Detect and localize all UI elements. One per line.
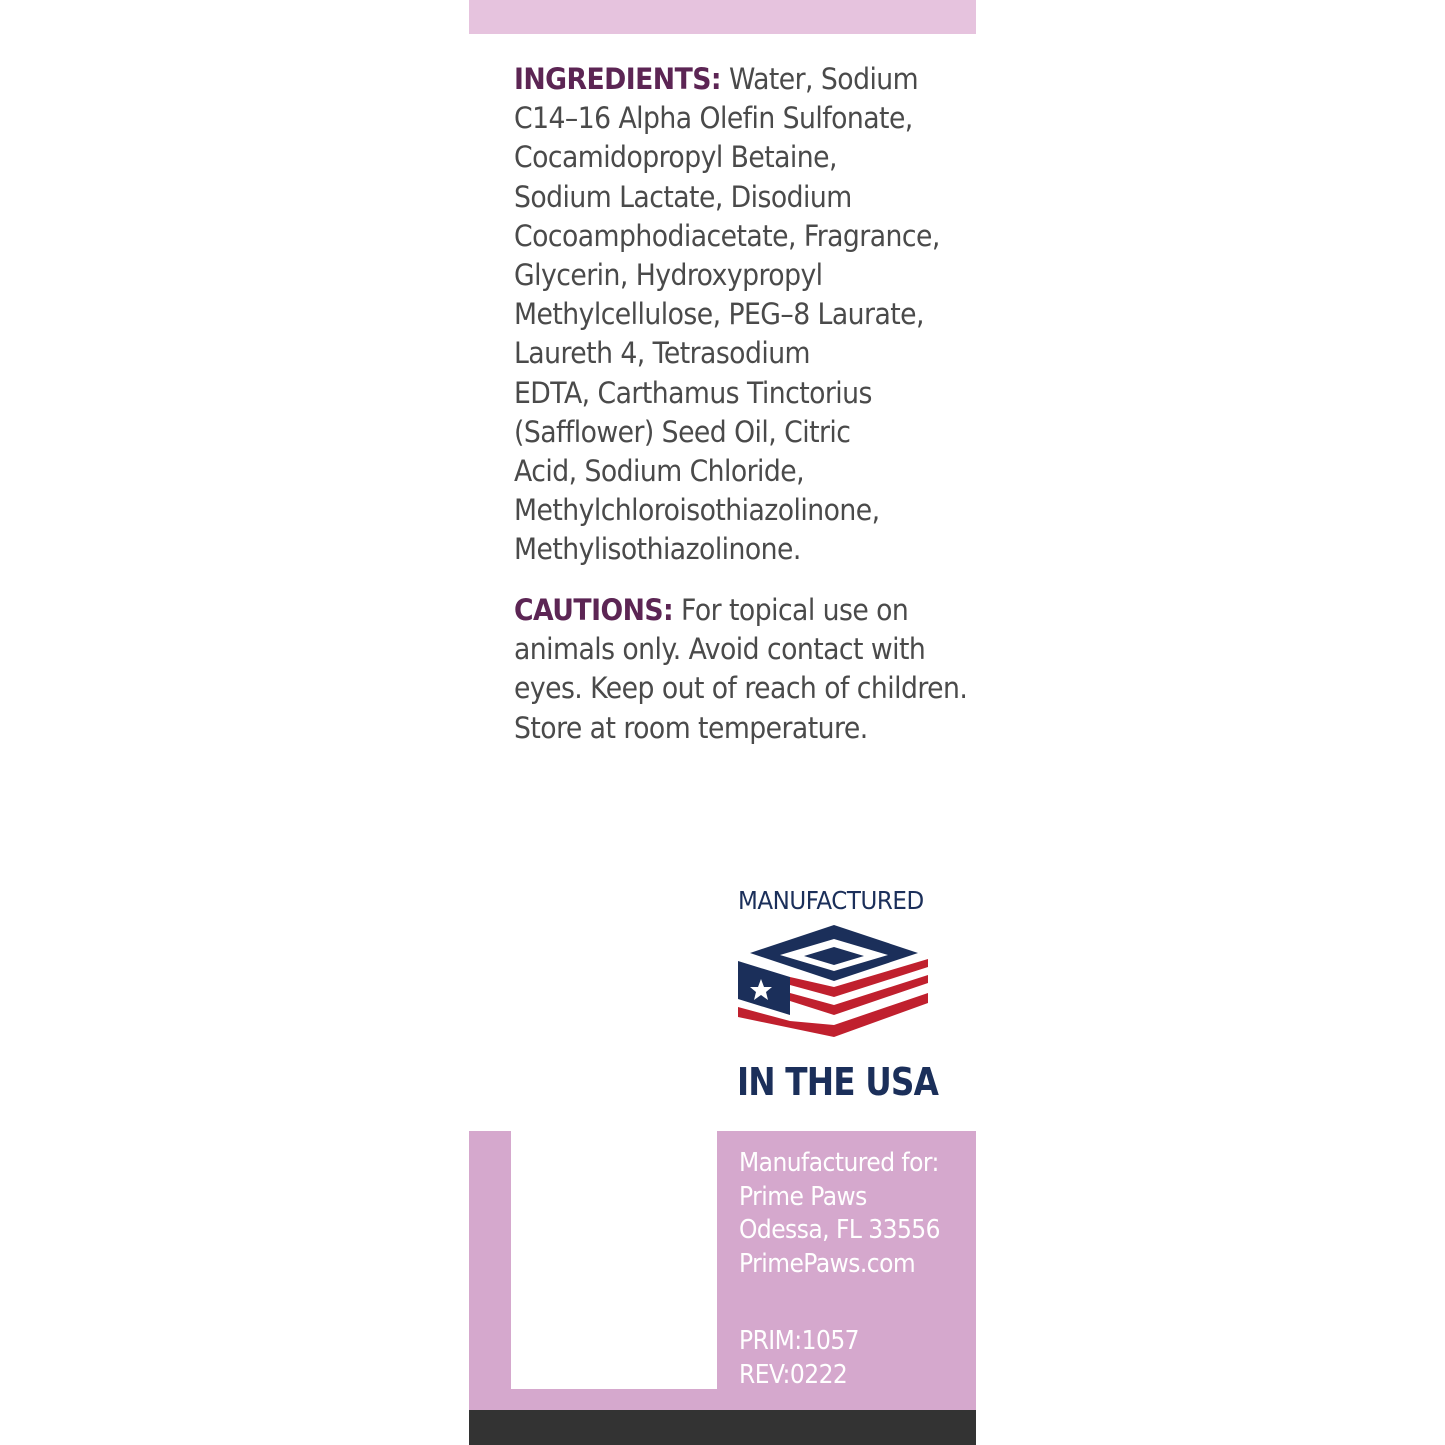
- usa-badge-bottom-text: IN THE USA: [737, 1060, 938, 1104]
- cautions-line-3: Store at room temperature.: [514, 710, 868, 745]
- ingredients-line-1: C14–16 Alpha Olefin Sulfonate,: [514, 101, 913, 136]
- ingredients-line-0: INGREDIENTS: Water, Sodium: [514, 62, 919, 96]
- cautions-heading: CAUTIONS:: [514, 593, 674, 627]
- ingredients-line-4: Cocoamphodiacetate, Fragrance,: [514, 218, 940, 253]
- product-label-panel: [469, 0, 976, 1445]
- product-codes: [739, 1325, 946, 1392]
- cautions-line-1: animals only. Avoid contact with: [514, 632, 926, 667]
- barcode-window: [511, 1131, 717, 1389]
- usa-flag-box-icon: [738, 925, 930, 1053]
- made-in-usa-badge: [718, 880, 958, 1120]
- manufacturer-address: Odessa, FL 33556: [739, 1215, 941, 1245]
- manufactured-for-label: Manufactured for:: [739, 1148, 939, 1178]
- manufacturer-name: Prime Paws: [739, 1181, 867, 1212]
- ingredients-line-9: (Safflower) Seed Oil, Citric: [514, 414, 851, 449]
- ingredients-line-6: Methylcellulose, PEG–8 Laurate,: [514, 297, 924, 332]
- manufacturer-info: [739, 1147, 946, 1281]
- usa-badge-top-text: MANUFACTURED: [738, 886, 924, 915]
- ingredients-line-5: Glycerin, Hydroxypropyl: [514, 258, 823, 293]
- cautions-line-2: eyes. Keep out of reach of children.: [514, 671, 968, 706]
- prim-code: PRIM:1057: [739, 1326, 860, 1356]
- ingredients-line-11: Methylchloroisothiazolinone,: [514, 493, 880, 528]
- ingredients-line-8: EDTA, Carthamus Tinctorius: [514, 375, 872, 410]
- cautions-section: [514, 591, 968, 748]
- rev-code: REV:0222: [739, 1359, 848, 1390]
- ingredients-section: [514, 60, 946, 570]
- ingredients-line-3: Sodium Lactate, Disodium: [514, 179, 852, 214]
- manufacturer-website: PrimePaws.com: [739, 1248, 916, 1279]
- ingredients-line-12: Methylisothiazolinone.: [514, 532, 801, 567]
- footer-dark-band: [469, 1410, 976, 1445]
- ingredients-line-2: Cocamidopropyl Betaine,: [514, 140, 837, 175]
- cautions-line-0: CAUTIONS: For topical use on: [514, 593, 909, 627]
- ingredients-line-7: Laureth 4, Tetrasodium: [514, 336, 810, 371]
- ingredients-line-10: Acid, Sodium Chloride,: [514, 454, 805, 489]
- ingredients-heading: INGREDIENTS:: [514, 62, 722, 96]
- manufacturer-band: [469, 1131, 976, 1410]
- top-color-band: [469, 0, 976, 34]
